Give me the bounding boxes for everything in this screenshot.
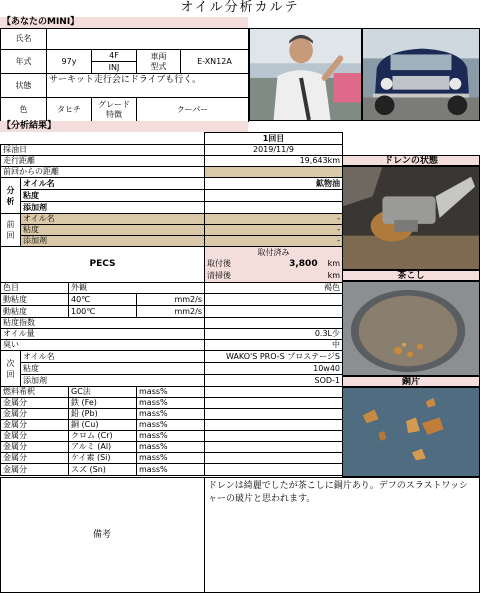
metal-unit: mass% xyxy=(137,420,205,431)
drain-photo xyxy=(342,166,480,270)
fuel-dilution-label: 燃料希釈 xyxy=(1,387,69,398)
pecs-detail xyxy=(205,247,343,283)
metal-name: アルミ (Al) xyxy=(69,442,137,453)
analysis-label-2: 析 xyxy=(6,196,15,206)
color-value: タヒチ xyxy=(47,98,92,122)
metal-unit: mass% xyxy=(137,453,205,464)
metal-value xyxy=(205,420,343,431)
grade-label-top: グレード xyxy=(98,99,130,109)
pecs-mount-label: 取付後 xyxy=(207,259,231,268)
since-last-label: 前回からの距離 xyxy=(1,167,205,178)
metal-value xyxy=(205,409,343,420)
strainer-photo-label: 茶こし xyxy=(342,270,480,281)
visc40-unit: mm2/s xyxy=(137,294,205,306)
metal-unit: mass% xyxy=(137,464,205,476)
prev-oil-label: オイル名 xyxy=(21,214,205,225)
viscosity-label: 粘度 xyxy=(21,190,205,202)
metal-name: 鉄 (Fe) xyxy=(69,398,137,409)
remarks-text: ドレンは綺麗でしたが茶こしに銅片あり。デフのスラストワッシャーの破片と思われます。 xyxy=(208,481,469,504)
name-label: 氏名 xyxy=(1,29,47,50)
prev-add-label: 添加剤 xyxy=(21,236,205,247)
mileage-label: 走行距離 xyxy=(1,156,205,167)
viscosity-index-value xyxy=(205,318,343,329)
metal-name: 銅 (Cu) xyxy=(69,420,137,431)
visc40-value xyxy=(205,294,343,306)
next-group-label xyxy=(1,351,21,387)
section-mini-header: 【あなたのMINI】 xyxy=(0,17,248,28)
round-header: 1回目 xyxy=(205,133,343,145)
prev-add-value: - xyxy=(205,236,343,247)
year-value: 97y xyxy=(47,50,92,74)
metal-value xyxy=(205,442,343,453)
pecs-clean-label: 清掃後 xyxy=(207,271,231,280)
grade-value: クーパー xyxy=(137,98,249,122)
next-visc-value: 10w40 xyxy=(205,363,343,375)
grade-label xyxy=(92,98,137,122)
fuel-value xyxy=(205,387,343,398)
page-title: オイル分析カルテ xyxy=(180,0,300,15)
next-visc-label: 粘度 xyxy=(21,363,205,375)
metal-name: クロム (Cr) xyxy=(69,431,137,442)
metal-unit: mass% xyxy=(137,442,205,453)
smell-label: 臭い xyxy=(1,340,205,351)
next-oil-label: オイル名 xyxy=(21,351,205,363)
pecs-clean-unit: km xyxy=(327,271,341,280)
viscosity-index-label: 粘度指数 xyxy=(1,318,205,329)
transmission-cell xyxy=(92,50,137,74)
copper-photo xyxy=(342,387,480,477)
pecs-mount-value: 3,800 xyxy=(289,259,318,269)
model-label-bottom: 型式 xyxy=(150,61,167,71)
since-last-value xyxy=(205,167,343,178)
pecs-mount-unit: km xyxy=(327,259,341,268)
visc100-unit: mm2/s xyxy=(137,306,205,318)
metal-unit: mass% xyxy=(137,431,205,442)
analysis-label-1: 分 xyxy=(6,185,15,195)
name-value xyxy=(47,29,249,50)
metal-label: 金属分 xyxy=(1,409,69,420)
visc100-temp: 100℃ xyxy=(69,306,137,318)
visc40-label: 動粘度 xyxy=(1,294,69,306)
viscosity-value xyxy=(205,190,343,202)
metal-label: 金属分 xyxy=(1,398,69,409)
transmission-top: 4F xyxy=(92,50,136,62)
transmission-bottom: INJ xyxy=(108,63,120,72)
fuel-unit: mass% xyxy=(137,387,205,398)
year-label: 年式 xyxy=(1,50,47,74)
additive-label: 添加剤 xyxy=(21,202,205,214)
appearance-label: 外観 xyxy=(69,283,205,294)
sample-date-label: 採油日 xyxy=(1,145,205,156)
previous-label-1: 前 xyxy=(6,220,15,229)
previous-label-2: 回 xyxy=(6,231,15,240)
next-add-label: 添加剤 xyxy=(21,375,205,387)
oil-amount-label: オイル量 xyxy=(1,329,205,340)
grade-label-bottom: 特徴 xyxy=(106,109,122,119)
next-label-1: 次 xyxy=(6,358,15,368)
pecs-mount-row xyxy=(205,258,342,270)
strainer-photo xyxy=(342,281,480,376)
metal-name: 鉛 (Pb) xyxy=(69,409,137,420)
oil-name-value: 鉱物油 xyxy=(205,178,343,190)
metal-label: 金属分 xyxy=(1,420,69,431)
model-label-top: 車両 xyxy=(150,51,167,61)
mileage-value: 19,643km xyxy=(205,156,343,167)
status-label: 状態 xyxy=(1,74,47,98)
visc40-temp: 40℃ xyxy=(69,294,137,306)
pecs-clean-row xyxy=(205,270,342,282)
metal-value xyxy=(205,398,343,409)
metal-unit: mass% xyxy=(137,409,205,420)
next-oil-value: WAKO'S PRO-S プロステージS xyxy=(205,351,343,363)
visc100-label: 動粘度 xyxy=(1,306,69,318)
additive-value xyxy=(205,202,343,214)
sample-date: 2019/11/9 xyxy=(205,145,343,156)
metal-label: 金属分 xyxy=(1,453,69,464)
car-photo xyxy=(362,28,480,121)
metal-label: 金属分 xyxy=(1,442,69,453)
prev-oil-value: - xyxy=(205,214,343,225)
metal-value xyxy=(205,464,343,476)
previous-group-label xyxy=(1,214,21,247)
car-info-table xyxy=(0,28,249,122)
metal-value xyxy=(205,431,343,442)
drain-photo-label: ドレンの状態 xyxy=(342,155,480,166)
copper-photo-label: 銅片 xyxy=(342,376,480,387)
next-add-value: SOD-1 xyxy=(205,375,343,387)
section-results-header: 【分析結果】 xyxy=(0,121,248,132)
owner-photo xyxy=(249,28,362,121)
appearance-value: 褐色 xyxy=(205,283,343,294)
analysis-group-label xyxy=(1,178,21,214)
oil-name-label: オイル名 xyxy=(21,178,205,190)
metal-unit: mass% xyxy=(137,398,205,409)
prev-visc-label: 粘度 xyxy=(21,225,205,236)
color-eye-label: 色目 xyxy=(1,283,69,294)
fuel-method: GC法 xyxy=(69,387,137,398)
visc100-value xyxy=(205,306,343,318)
next-label-2: 回 xyxy=(6,369,15,379)
metal-label: 金属分 xyxy=(1,431,69,442)
pecs-label: PECS xyxy=(1,247,205,283)
model-label xyxy=(137,50,181,74)
remarks-label: 備考 xyxy=(0,477,205,593)
metal-name: スズ (Sn) xyxy=(69,464,137,476)
metal-value xyxy=(205,453,343,464)
pecs-status: 取付済み xyxy=(257,248,290,257)
status-value: サーキット走行会にドライブも行く。 xyxy=(47,74,249,98)
metal-label: 金属分 xyxy=(1,464,69,476)
smell-value: 中 xyxy=(205,340,343,351)
color-label: 色 xyxy=(1,98,47,122)
metal-name: ケイ素 (Si) xyxy=(69,453,137,464)
oil-amount-value: 0.3L少 xyxy=(205,329,343,340)
prev-visc-value: - xyxy=(205,225,343,236)
model-value: E-XN12A xyxy=(181,50,249,74)
results-table xyxy=(0,132,343,476)
